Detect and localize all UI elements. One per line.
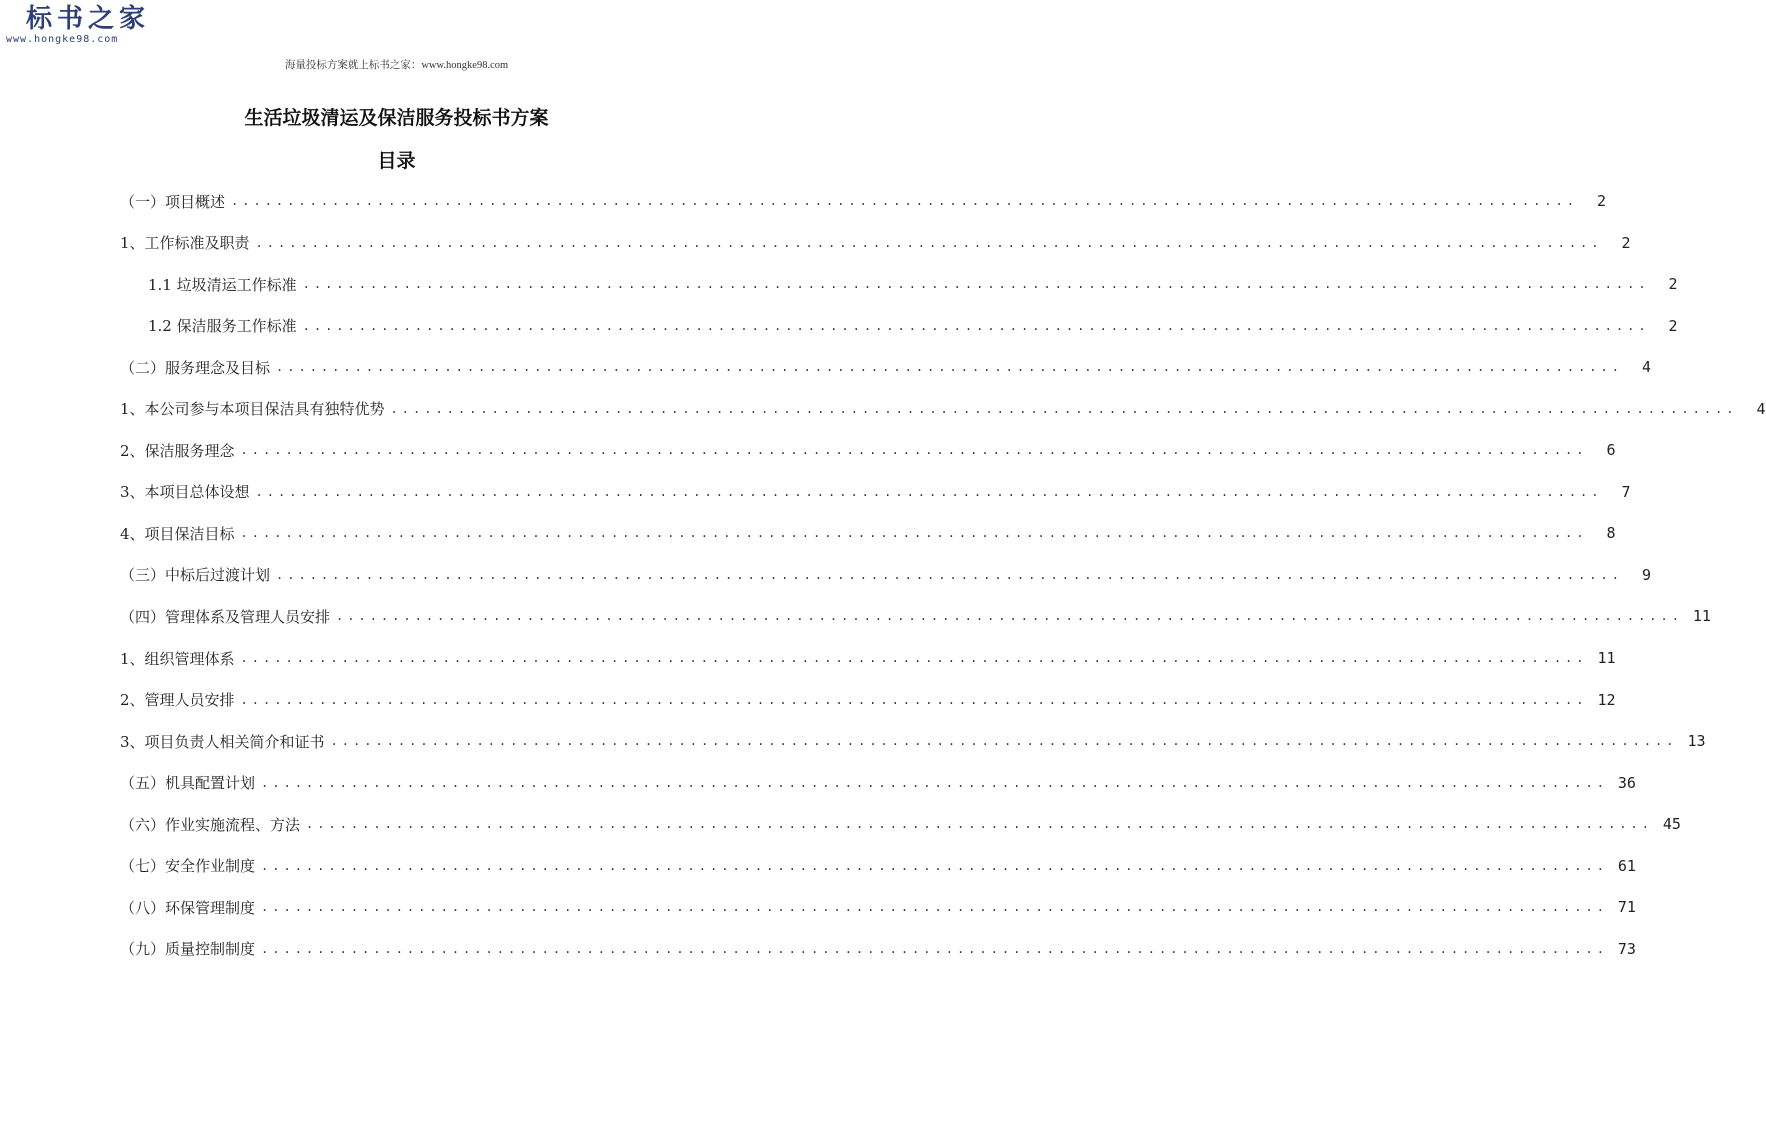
toc-entry-label: （三）中标后过渡计划 bbox=[120, 566, 271, 585]
toc-entry[interactable] bbox=[0, 853, 1636, 895]
toc-entry-page: 2 bbox=[1668, 316, 1678, 335]
toc-entry-label: （七）安全作业制度 bbox=[120, 857, 256, 876]
toc-leader-dots: ........................................................................................................................ bbox=[240, 651, 1588, 666]
toc-entry-page: 2 bbox=[1668, 275, 1678, 294]
toc-leader-dots: ........................................................................................................................ bbox=[231, 194, 1578, 208]
toc-entry[interactable] bbox=[0, 354, 1651, 396]
toc-entry[interactable] bbox=[0, 271, 1678, 313]
toc-entry-label: （八）环保管理制度 bbox=[120, 898, 256, 917]
toc-entry-page: 61 bbox=[1617, 856, 1636, 875]
toc-leader-dots: ........................................................................................................................ bbox=[240, 526, 1588, 541]
toc-entry-page: 36 bbox=[1617, 773, 1636, 792]
toc-entry-page: 6 bbox=[1606, 441, 1616, 460]
toc-leader-dots: ........................................................................................................................ bbox=[336, 609, 1683, 624]
toc-entry-page: 2 bbox=[1596, 192, 1606, 210]
toc-entry-page: 9 bbox=[1641, 565, 1651, 584]
site-logo bbox=[6, 2, 166, 45]
toc-leader-dots: ........................................................................................................................ bbox=[240, 692, 1588, 707]
toc-entry-label: 1、本公司参与本项目保洁具有独特优势 bbox=[120, 400, 385, 419]
toc-entry-label: 1、组织管理体系 bbox=[120, 649, 235, 668]
toc-entry-page: 4 bbox=[1641, 358, 1651, 377]
toc-entry-page: 71 bbox=[1617, 898, 1636, 917]
toc-entry-label: （六）作业实施流程、方法 bbox=[120, 815, 301, 834]
toc-leader-dots: ........................................................................................................................ bbox=[261, 900, 1608, 915]
logo-url: www.hongke98.com bbox=[6, 34, 119, 45]
toc-entry-page: 2 bbox=[1621, 233, 1631, 252]
toc-entry[interactable] bbox=[0, 603, 1711, 645]
toc-leader-dots: ........................................................................................................................ bbox=[240, 443, 1588, 458]
toc-entry-label: 1.1 垃圾清运工作标准 bbox=[148, 275, 297, 294]
toc-entry-page: 11 bbox=[1692, 607, 1711, 626]
toc-entry-page: 4 bbox=[1756, 399, 1766, 418]
toc-entry-page: 13 bbox=[1687, 732, 1706, 751]
toc-leader-dots: ........................................................................................................................ bbox=[261, 858, 1608, 873]
toc-leader-dots: ........................................................................................................................ bbox=[261, 941, 1608, 956]
toc-entry-label: 2、保洁服务理念 bbox=[120, 441, 235, 460]
toc-entry-label: 2、管理人员安排 bbox=[120, 691, 235, 710]
toc-entry-page: 8 bbox=[1606, 524, 1616, 543]
toc-entry-page: 11 bbox=[1597, 649, 1616, 668]
toc-leader-dots: ........................................................................................................................ bbox=[302, 318, 1650, 333]
toc-entry-label: （二）服务理念及目标 bbox=[120, 358, 271, 377]
toc-entry[interactable] bbox=[0, 687, 1616, 729]
toc-entry-label: （四）管理体系及管理人员安排 bbox=[120, 607, 331, 626]
toc-leader-dots: ........................................................................................................................ bbox=[255, 484, 1603, 499]
toc-entry-page: 73 bbox=[1617, 939, 1636, 958]
toc-entry-label: 1、工作标准及职责 bbox=[120, 234, 250, 253]
toc-leader-dots: ........................................................................................................................ bbox=[306, 817, 1653, 832]
toc-entry[interactable] bbox=[0, 562, 1651, 604]
toc-entry[interactable] bbox=[0, 936, 1636, 978]
toc-entry-label: （一）项目概述 bbox=[120, 192, 226, 211]
toc-entry[interactable] bbox=[0, 437, 1616, 479]
header-note: 海量投标方案就上标书之家：www.hongke98.com bbox=[284, 60, 509, 71]
toc-entry[interactable] bbox=[0, 396, 1766, 438]
document-title: 生活垃圾清运及保洁服务投标书方案 bbox=[244, 107, 549, 129]
toc-leader-dots: ........................................................................................................................ bbox=[302, 277, 1650, 292]
logo-wordmark: 标书之家 bbox=[26, 4, 151, 34]
toc-entry-label: 4、项目保洁目标 bbox=[120, 524, 235, 543]
toc-entry[interactable] bbox=[0, 811, 1681, 853]
toc-entry[interactable] bbox=[0, 728, 1706, 770]
toc-leader-dots: ........................................................................................................................ bbox=[276, 360, 1623, 375]
toc-entry[interactable] bbox=[0, 645, 1616, 687]
toc-entry[interactable] bbox=[0, 188, 1606, 230]
toc-leader-dots: ........................................................................................................................ bbox=[330, 734, 1678, 749]
toc-entry-label: 3、项目负责人相关简介和证书 bbox=[120, 732, 325, 751]
toc-entry[interactable] bbox=[0, 894, 1636, 936]
toc-entry-label: （九）质量控制制度 bbox=[120, 940, 256, 959]
toc-entry-label: （五）机具配置计划 bbox=[120, 774, 256, 793]
toc-entry-page: 7 bbox=[1621, 482, 1631, 501]
toc-entry[interactable] bbox=[0, 313, 1678, 355]
toc-leader-dots: ........................................................................................................................ bbox=[276, 567, 1623, 582]
toc-heading: 目录 bbox=[377, 150, 416, 172]
toc-entry-page: 45 bbox=[1662, 815, 1681, 834]
toc-leader-dots: ........................................................................................................................ bbox=[261, 775, 1608, 790]
table-of-contents bbox=[0, 188, 1766, 977]
toc-entry[interactable] bbox=[0, 770, 1636, 812]
toc-leader-dots: ........................................................................................................................ bbox=[255, 235, 1603, 250]
toc-entry-label: 1.2 保洁服务工作标准 bbox=[148, 317, 297, 336]
toc-leader-dots: ........................................................................................................................ bbox=[390, 401, 1738, 416]
toc-entry[interactable] bbox=[0, 520, 1616, 562]
toc-entry-label: 3、本项目总体设想 bbox=[120, 483, 250, 502]
toc-entry[interactable] bbox=[0, 230, 1631, 272]
toc-entry-page: 12 bbox=[1597, 690, 1616, 709]
toc-entry[interactable] bbox=[0, 479, 1631, 521]
